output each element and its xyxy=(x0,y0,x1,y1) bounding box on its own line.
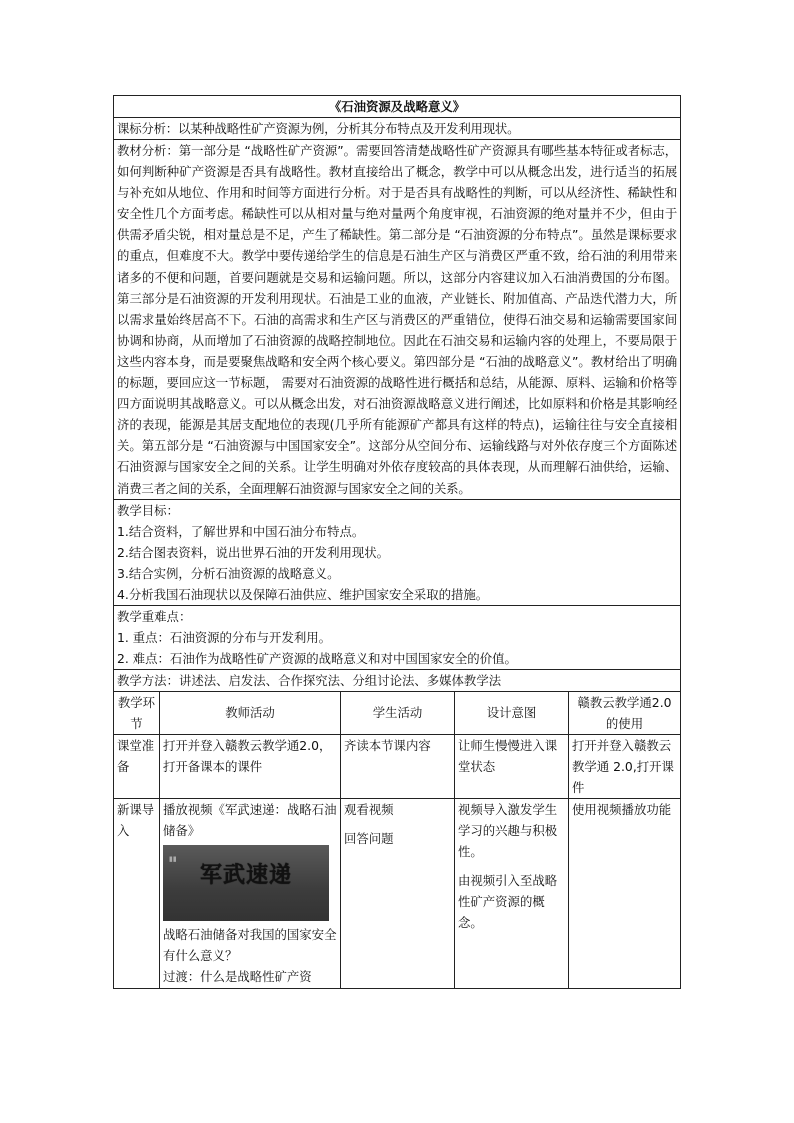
goal-item: 1.结合资料，了解世界和中国石油分布特点。 xyxy=(117,523,365,539)
tool-cell: 使用视频播放功能 xyxy=(569,798,681,988)
header-stage: 教学环节 xyxy=(114,691,160,734)
student-activity-2: 回答问题 xyxy=(344,830,394,846)
teacher-cell: 打开并登入赣教云教学通2.0，打开备课本的课件 xyxy=(160,734,341,798)
stage-cell: 课堂准备 xyxy=(114,734,160,798)
goals-heading: 教学目标： xyxy=(117,502,179,518)
teacher-activity-text: 播放视频《军武速递：战略石油储备》 xyxy=(163,801,337,838)
teaching-methods: 教学方法：讲述法、启发法、合作探究法、分组讨论法、多媒体教学法 xyxy=(114,669,681,691)
methods-row xyxy=(114,669,681,691)
curriculum-analysis: 课标分析：以某种战略性矿产资源为例，分析其分布特点及开发利用现状。 xyxy=(114,118,681,140)
intent-text-2: 由视频引入至战略性矿产资源的概念。 xyxy=(458,872,558,930)
intent-cell xyxy=(455,798,569,988)
lesson-plan-table xyxy=(113,95,681,989)
goals-row xyxy=(114,499,681,605)
lesson-plan-document xyxy=(113,95,680,989)
table-row xyxy=(114,734,681,798)
curriculum-row xyxy=(114,118,681,140)
keypoint-item: 2. 难点：石油作为战略性矿产资源的战略意义和对中国国家安全的价值。 xyxy=(117,650,517,666)
header-intent: 设计意图 xyxy=(455,691,569,734)
title-row xyxy=(114,96,681,118)
keypoints-row xyxy=(114,605,681,669)
video-corner-mark-icon: ▮▮ xyxy=(169,854,177,863)
video-title-label: 军武速递 xyxy=(199,862,292,888)
goal-item: 3.结合实例，分析石油资源的战略意义。 xyxy=(117,565,340,581)
teacher-cell xyxy=(160,798,341,988)
goal-item: 2.结合图表资料，说出世界石油的开发利用现状。 xyxy=(117,544,390,560)
key-difficult-points xyxy=(114,605,681,669)
document-title: 《石油资源及战略意义》 xyxy=(114,96,681,118)
goal-item: 4.分析我国石油现状以及保障石油供应、维护国家安全采取的措施。 xyxy=(117,586,489,602)
teacher-transition-text: 过渡：什么是战略性矿产资 xyxy=(163,968,312,984)
textbook-analysis: 教材分析：第一部分是 “战略性矿产资源”。需要回答清楚战略性矿产资源具有哪些基本特征或者标志，如何判断种矿产资源是否具有战略性。教材直接给出了概念，教学中可以从概念出发，进行适当的拓展与补充如从地位、作用和时间等方面进行分析。对于是否具有战略性的判断，可以从经济性、稀缺性和安全性几个方面考虑。稀缺性可以从相对量与绝对量两个角度审视，石油资源的绝对量并不少，但由于供需矛盾尖锐，相对量总是不足，产生了稀缺性。第二部分是 “石油资源的分布特点”。虽然是课标要求的重点，但难度不大。教学中要传递给学生的信息是石油生产区与消费区严重不致，给石油的利用带来诸多的不便和问题，首要问题就是交易和运输问题。所以，这部分内容建议加入石油消费国的分布图。第三部分是石油资源的开发利用现状。石油是工业的血液，产业链长、附加值高、产品迭代潜力大，所以需求量始终居高不下。石油的高需求和生产区与消费区的严重错位，使得石油交易和运输需要国家间协调和协商，从而增加了石油资源的战略控制地位。因此在石油交易和运输内容的处理上，不要局限于这些内容本身，而是要聚焦战略和安全两个核心要义。第四部分是 “石油的战略意义”。教材给出了明确的标题，要回应这一节标题， 需要对石油资源的战略性进行概括和总结，从能源、原料、运输和价格等四方面说明其战略意义。可以从概念出发，对石油资源战略意义进行阐述，比如原料和价格是其影响经济的表现，能源是其居支配地位的表现(几乎所有能源矿产都具有这样的特点)，运输往往与安全直接相关。第五部分是 “石油资源与中国国家安全”。这部分从空间分布、运输线路与对外依存度三个方面陈述石油资源与国家安全之间的关系。让学生明确对外依存度较高的具体表现，从而理解石油供给，运输、消费三者之间的关系，全面理解石油资源与国家安全之间的关系。 xyxy=(114,140,681,500)
video-thumbnail[interactable] xyxy=(163,845,329,921)
teaching-goals xyxy=(114,499,681,605)
keypoints-heading: 教学重难点： xyxy=(117,608,192,624)
stage-cell: 新课导入 xyxy=(114,798,160,988)
student-cell: 齐读本节课内容 xyxy=(341,734,455,798)
student-activity-1: 观看视频 xyxy=(344,801,394,817)
keypoint-item: 1. 重点：石油资源的分布与开发利用。 xyxy=(117,629,332,645)
intent-cell: 让师生慢慢进入课堂状态 xyxy=(455,734,569,798)
textbook-row xyxy=(114,140,681,500)
header-tool: 赣教云教学通2.0的使用 xyxy=(569,691,681,734)
intent-text-1: 视频导入激发学生学习的兴趣与积极性。 xyxy=(458,801,558,859)
process-header-row xyxy=(114,691,681,734)
header-student: 学生活动 xyxy=(341,691,455,734)
teacher-question-text: 战略石油储备对我国的国家安全有什么意义？ xyxy=(163,926,337,963)
student-cell xyxy=(341,798,455,988)
tool-cell: 打开并登入赣教云教学通 2.0,打开课件 xyxy=(569,734,681,798)
header-teacher: 教师活动 xyxy=(160,691,341,734)
table-row xyxy=(114,798,681,988)
